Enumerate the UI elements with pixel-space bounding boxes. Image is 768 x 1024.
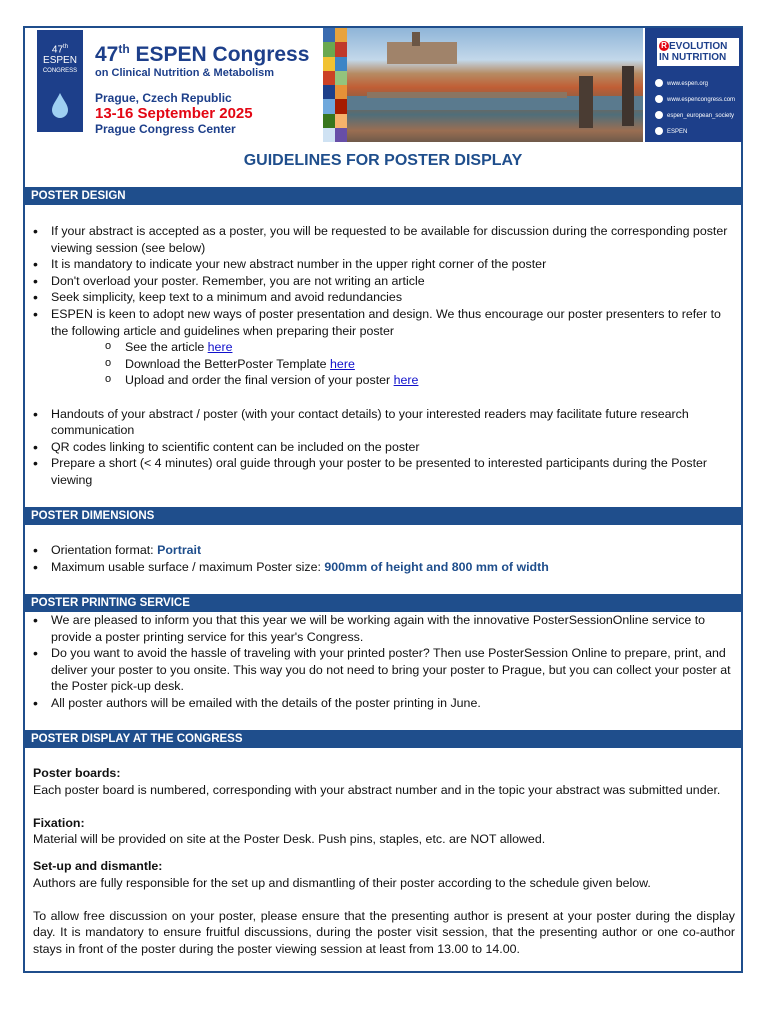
congress-web-link[interactable]: www.espencongress.com xyxy=(655,92,735,108)
page-title: GUIDELINES FOR POSTER DISPLAY xyxy=(243,152,523,169)
boards-label: Poster boards: xyxy=(33,766,121,780)
section-heading-design: POSTER DESIGN xyxy=(25,187,741,205)
list-item: • Don't overload your poster. Remember, you are not writing an article xyxy=(51,273,735,290)
revolution-in-nutrition-logo: R EVOLUTION IN NUTRITION xyxy=(657,38,739,66)
list-item: • Seek simplicity, keep text to a minimum and avoid redundancies xyxy=(51,289,735,306)
orientation-value: Portrait xyxy=(157,543,202,557)
list-item: • Orientation format: Portrait xyxy=(51,542,735,559)
document-frame xyxy=(23,26,743,973)
list-item: • QR codes linking to scientific content can be included on the poster xyxy=(51,439,735,456)
fixation-label: Fixation: xyxy=(33,815,85,830)
fixation-text: Material will be provided on site at the Poster Desk. Push pins, staples, etc. are NOT allowed. xyxy=(33,832,546,847)
congress-subtitle: on Clinical Nutrition & Metabolism xyxy=(95,67,275,79)
list-item: • Maximum usable surface / maximum Poster size: 900mm of height and 800 mm of width xyxy=(51,559,735,576)
template-download-link[interactable]: here xyxy=(330,356,355,371)
size-value: 900mm of height and 800 mm of width xyxy=(324,559,549,574)
dimensions-list xyxy=(33,542,735,575)
web-link[interactable]: www.espen.org xyxy=(655,76,735,92)
banner-links xyxy=(655,76,735,140)
display-content xyxy=(33,765,735,958)
globe-icon xyxy=(655,79,663,87)
poster-upload-link[interactable]: here xyxy=(393,373,419,388)
espen-congress-logo: 47th ESPEN CONGRESS xyxy=(37,30,83,132)
closing-text: To allow free discussion on your poster, please ensure that the presenting author is present at your poster during the display day. It is mandatory to ensure fruitful discussions, during the poster visit session, that the presenting author or one co-author stays in front of the poster during the poster viewing session at least from 13.00 to 14.00. xyxy=(33,908,735,956)
prague-photo xyxy=(347,28,643,142)
printing-list xyxy=(33,612,735,712)
boards-text: Each poster board is numbered, corresponding with your abstract number and in the topic your abstract was submitted under. xyxy=(33,782,721,797)
list-item: • We are pleased to inform you that this year we will be working again with the innovative PosterSessionOnline service to provide a poster printing service for this year's Congress. xyxy=(51,612,735,645)
congress-venue: Prague Congress Center xyxy=(95,122,236,136)
list-item: • All poster authors will be emailed with the details of the poster printing in June. xyxy=(51,695,735,712)
congress-title: 47th ESPEN Congress xyxy=(95,42,310,66)
setup-label: Set-up and dismantle: xyxy=(33,858,163,873)
list-item: • If your abstract is accepted as a poster, you will be requested to be available for discussion during the corresponding poster viewing session (see below) xyxy=(51,223,735,256)
design-bullet-list-2 xyxy=(33,406,735,489)
sub-list-item: o Download the BetterPoster Template here xyxy=(125,356,735,373)
drop-icon xyxy=(50,92,70,118)
congress-banner xyxy=(35,28,742,143)
design-content xyxy=(33,223,735,489)
list-item: • Prepare a short (< 4 minutes) oral guide through your poster to be presented to interested participants during the Poster viewing xyxy=(51,455,735,488)
setup-text: Authors are fully responsible for the set up and dismantling of their poster according to the schedule given below. xyxy=(33,875,651,890)
list-item: • Do you want to avoid the hassle of traveling with your printed poster? Then use PosterSession Online to prepare, print, and deliver your poster to you onsite. This way you do not need to bring your poster to Prague, but you can collect your poster at the Poster pick-up desk. xyxy=(51,645,735,695)
list-item: • It is mandatory to indicate your new abstract number in the upper right corner of the poster xyxy=(51,256,735,273)
section-heading-dimensions: POSTER DIMENSIONS xyxy=(25,507,741,525)
congress-info xyxy=(95,38,335,136)
section-heading-printing: POSTER PRINTING SERVICE xyxy=(25,594,741,612)
instagram-link[interactable]: espen_european_society xyxy=(655,108,735,124)
section-heading-display: POSTER DISPLAY AT THE CONGRESS xyxy=(25,730,741,748)
list-item: • ESPEN is keen to adopt new ways of poster presentation and design. We thus encourage our poster presenters to refer to the following article and guidelines when preparing their poster o See the article here o Download the BetterPoster Template here o Upload and order the final version of your poster here xyxy=(51,306,735,389)
sub-list-item: o Upload and order the final version of your poster here xyxy=(125,372,735,389)
dimensions-content xyxy=(33,542,735,575)
design-bullet-list xyxy=(33,223,735,389)
article-link[interactable]: here xyxy=(207,340,233,355)
congress-date: 13-16 September 2025 xyxy=(95,105,253,122)
design-sub-list xyxy=(51,339,735,389)
banner-side-panel xyxy=(645,28,742,142)
printing-content xyxy=(33,612,735,712)
color-mosaic xyxy=(323,28,347,142)
linkedin-icon xyxy=(655,127,663,135)
congress-city: Prague, Czech Republic xyxy=(95,91,232,105)
globe-icon xyxy=(655,95,663,103)
instagram-icon xyxy=(655,111,663,119)
sub-list-item: o See the article here xyxy=(125,339,735,356)
linkedin-link[interactable]: ESPEN xyxy=(655,124,735,140)
list-item: • Handouts of your abstract / poster (with your contact details) to your interested readers may facilitate future research communication xyxy=(51,406,735,439)
